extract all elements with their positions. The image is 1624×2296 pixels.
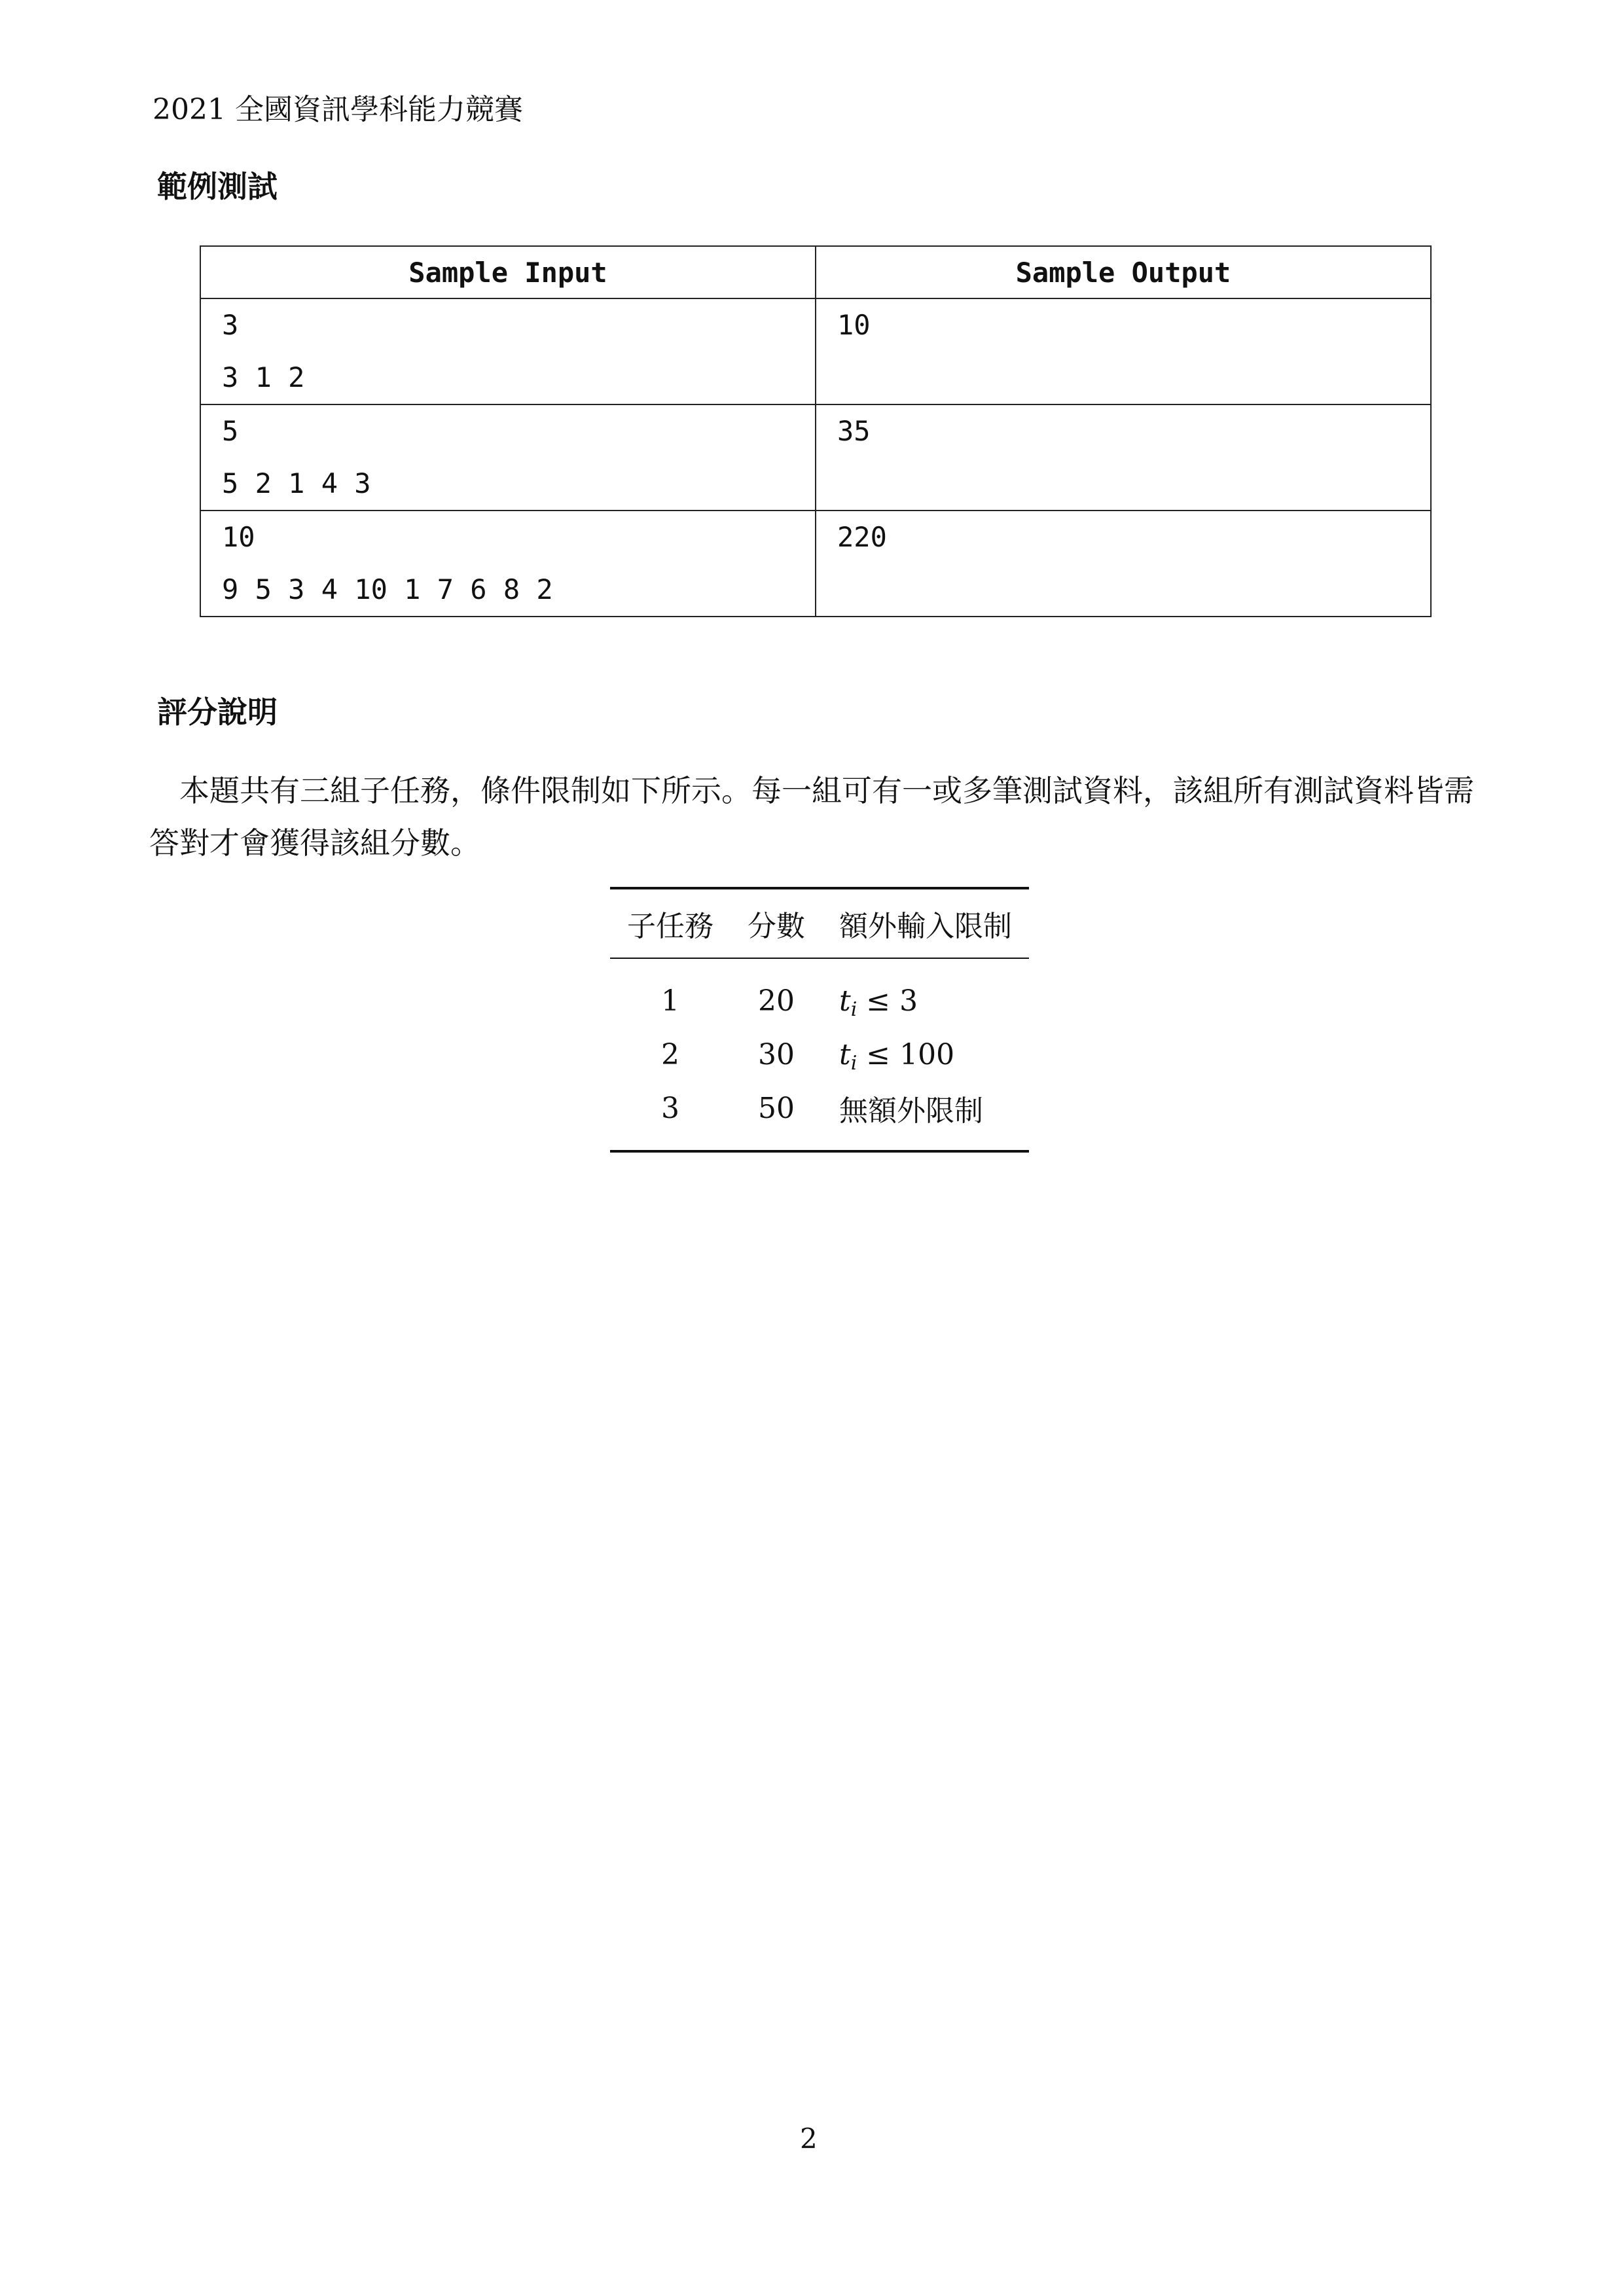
subtask-id: 1 (661, 984, 679, 1018)
sample-input-line: 5 (222, 415, 239, 447)
subtask-limit: 無額外限制 (839, 1094, 983, 1128)
scoring-section-heading: 評分說明 (157, 694, 278, 730)
subtask-score: 20 (758, 984, 795, 1018)
subtask-table-header-row (610, 888, 1029, 958)
limit-bound: ≤ 3 (857, 984, 918, 1018)
sample-row (200, 298, 1431, 404)
sample-table (200, 245, 1432, 617)
subtask-id: 2 (661, 1037, 679, 1071)
scoring-description: 本題共有三組子任務，條件限制如下所示。每一組可有一或多筆測試資料，該組所有測試資料皆需答對才會獲得該組分數。 (149, 773, 1474, 861)
sample-output-line: 35 (837, 415, 871, 447)
limit-bound: ≤ 100 (857, 1037, 955, 1071)
sample-output-header: Sample Output (816, 246, 1431, 298)
sample-output-cell (816, 511, 1431, 617)
sample-input-cell (200, 298, 816, 404)
sample-input-line: 3 (222, 309, 239, 341)
sample-output-line: 220 (837, 521, 887, 553)
limit-subscript: i (850, 1051, 857, 1075)
limit-column-header: 額外輸入限制 (839, 910, 1012, 943)
sample-output-cell (816, 404, 1431, 511)
score-column-header: 分數 (748, 910, 805, 943)
sample-input-line: 5 2 1 4 3 (222, 467, 371, 499)
limit-variable: t (839, 1037, 851, 1071)
subtask-row (610, 958, 1029, 1028)
subtask-column-header: 子任務 (627, 910, 713, 943)
subtask-row (610, 1081, 1029, 1151)
subtask-limit (822, 1028, 1029, 1081)
limit-subscript: i (850, 997, 857, 1021)
sample-input-cell (200, 511, 816, 617)
subtask-table (610, 887, 1029, 1153)
sample-input-header: Sample Input (200, 246, 816, 298)
sample-output-line: 10 (837, 309, 871, 341)
sample-row (200, 511, 1431, 617)
subtask-score: 50 (758, 1091, 795, 1125)
subtask-score: 30 (758, 1037, 795, 1071)
limit-variable: t (839, 984, 851, 1018)
subtask-row (610, 1028, 1029, 1081)
sample-input-line: 3 1 2 (222, 361, 305, 393)
sample-input-line: 9 5 3 4 10 1 7 6 8 2 (222, 573, 553, 605)
subtask-limit (822, 958, 1029, 1028)
sample-input-line: 10 (222, 521, 255, 553)
sample-input-cell (200, 404, 816, 511)
sample-row (200, 404, 1431, 511)
subtask-id: 3 (661, 1091, 679, 1125)
sample-output-cell (816, 298, 1431, 404)
page-number: 2 (800, 2123, 818, 2155)
sample-section-heading: 範例測試 (157, 169, 278, 204)
sample-table-header-row (200, 246, 1431, 298)
running-header: 2021 全國資訊學科能力競賽 (153, 93, 523, 126)
